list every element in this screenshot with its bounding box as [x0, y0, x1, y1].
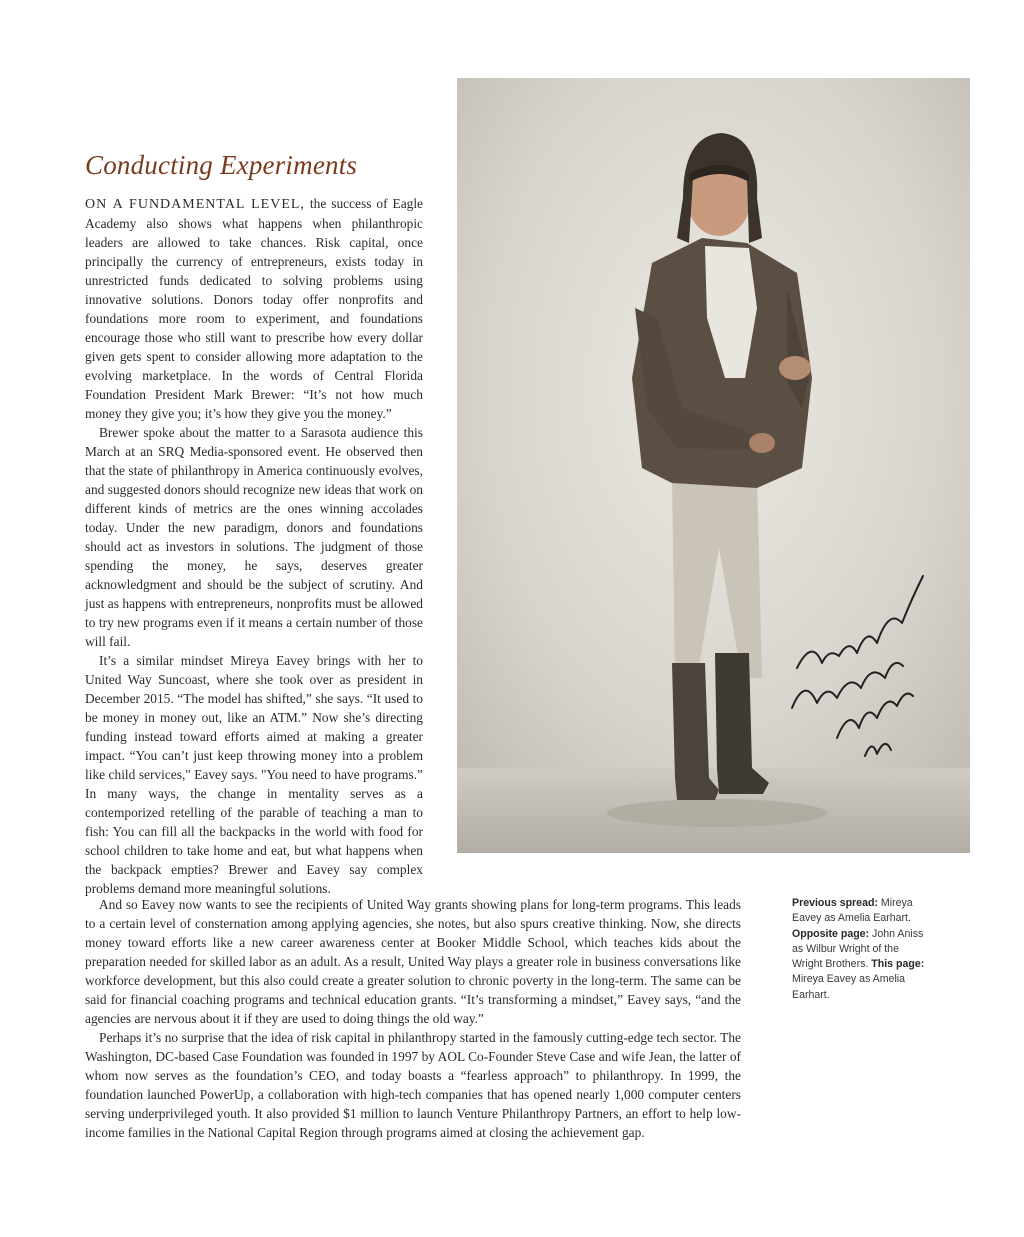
- lead-in-text: ON A FUNDAMENTAL LEVEL,: [85, 197, 305, 212]
- paragraph-1: [85, 194, 423, 423]
- caption-label-opposite: Opposite page:: [792, 927, 870, 940]
- paragraph-3: It’s a similar mindset Mireya Eavey brings with her to United Way Suncoast, where she took over as president in December 2015. “The model has shifted,” she says. “It used to be money in money out, like an ATM.” Now she’s directing funding instead toward efforts aimed at making a greater impact. “You can’t just keep throwing money into a problem like child services," Eavey says. "You need to have programs.” In many ways, the change in mentality serves as a contemporized retelling of the parable of teaching a man to fish: You can fill all the backpacks in the world with food for school children to take home and eat, but what happens when the backpack empties? Brewer and Eavey say complex problems demand more meaningful solutions.: [85, 653, 423, 896]
- portrait-illustration: [457, 78, 970, 853]
- caption-label-this: This page:: [871, 958, 925, 971]
- section-heading: Conducting Experiments: [85, 150, 358, 180]
- body-column-narrow: [85, 194, 423, 898]
- paragraph-1-text: the success of Eagle Academy also shows what happens when philanthropic leaders are allowed to take chances. Risk capital, once principally the currency of entrepreneurs, exists today in unrestricted funds dedicated to solving problems using innovative solutions. Donors today offer nonprofits and foundations more room to experiment, and foundations encourage those who still want to prescribe how every dollar given gets spent to consider allowing more adaptation to the evolving marketplace. In the words of Central Florida Foundation President Mark Brewer: “It’s not how much money they give you; it’s how they give you the money.”: [85, 196, 424, 421]
- portrait-photo: [457, 78, 970, 853]
- paragraph-5: Perhaps it’s no surprise that the idea of risk capital in philanthropy started in the famously cutting-edge tech sector. The Washington, DC-based Case Foundation was founded in 1997 by AOL Co-Founder Steve Case and wife Jean, the latter of whom now serves as the foundation’s CEO, and today boasts a “fearless approach” to philanthropy. In 1999, the foundation launched PowerUp, a collaboration with high-tech companies that has opened nearly 1,000 computer centers serving underprivileged youth. It also provided $1 million to launch Venture Philanthropy Partners, an effort to help low-income families in the National Capital Region through programs aimed at closing the achievement gap.: [85, 1030, 741, 1140]
- photo-caption: [792, 896, 932, 1003]
- caption-text-opposite: John Aniss as Wilbur Wright of the Wright Brothers.: [792, 927, 924, 971]
- caption-text-this: Mireya Eavey as Amelia Earhart.: [792, 973, 906, 1001]
- paragraph-4: And so Eavey now wants to see the recipients of United Way grants showing plans for long-term programs. This leads to a certain level of consternation among applying agencies, she notes, but also spurs creative thinking. Now, she directs money toward efforts like a new career awareness center at Booker Middle School, which teaches kids about the preparation needed for skilled labor as an adult. As a result, United Way plays a greater role in business conversations like workforce development, but this also could create a greater solution to chronic poverty in the long-term. The same can be said for financial coaching programs and technical education grants. “It’s transforming a mindset,” Eavey says, “and the agencies are nervous about it if they are used to doing things the old way.”: [85, 897, 741, 1026]
- caption-label-previous: Previous spread:: [792, 897, 878, 909]
- paragraph-2: Brewer spoke about the matter to a Sarasota audience this March at an SRQ Media-sponsored event. He observed then that the state of philanthropy in America continuously evolves, and suggested donors should recognize new ideas that work on different kinds of metrics are the ones winning accolades today. Under the new paradigm, donors and foundations should act as investors in solutions. The judgment of those spending the money, he says, deserves greater acknowledgment and should be the subject of scrutiny. And just as happens with entrepreneurs, nonprofits must be allowed to try new programs even if it means a certain number of those will fail.: [85, 425, 423, 649]
- caption-text-previous: Mireya Eavey as Amelia Earhart.: [792, 897, 913, 925]
- body-column-wide: [85, 895, 741, 1142]
